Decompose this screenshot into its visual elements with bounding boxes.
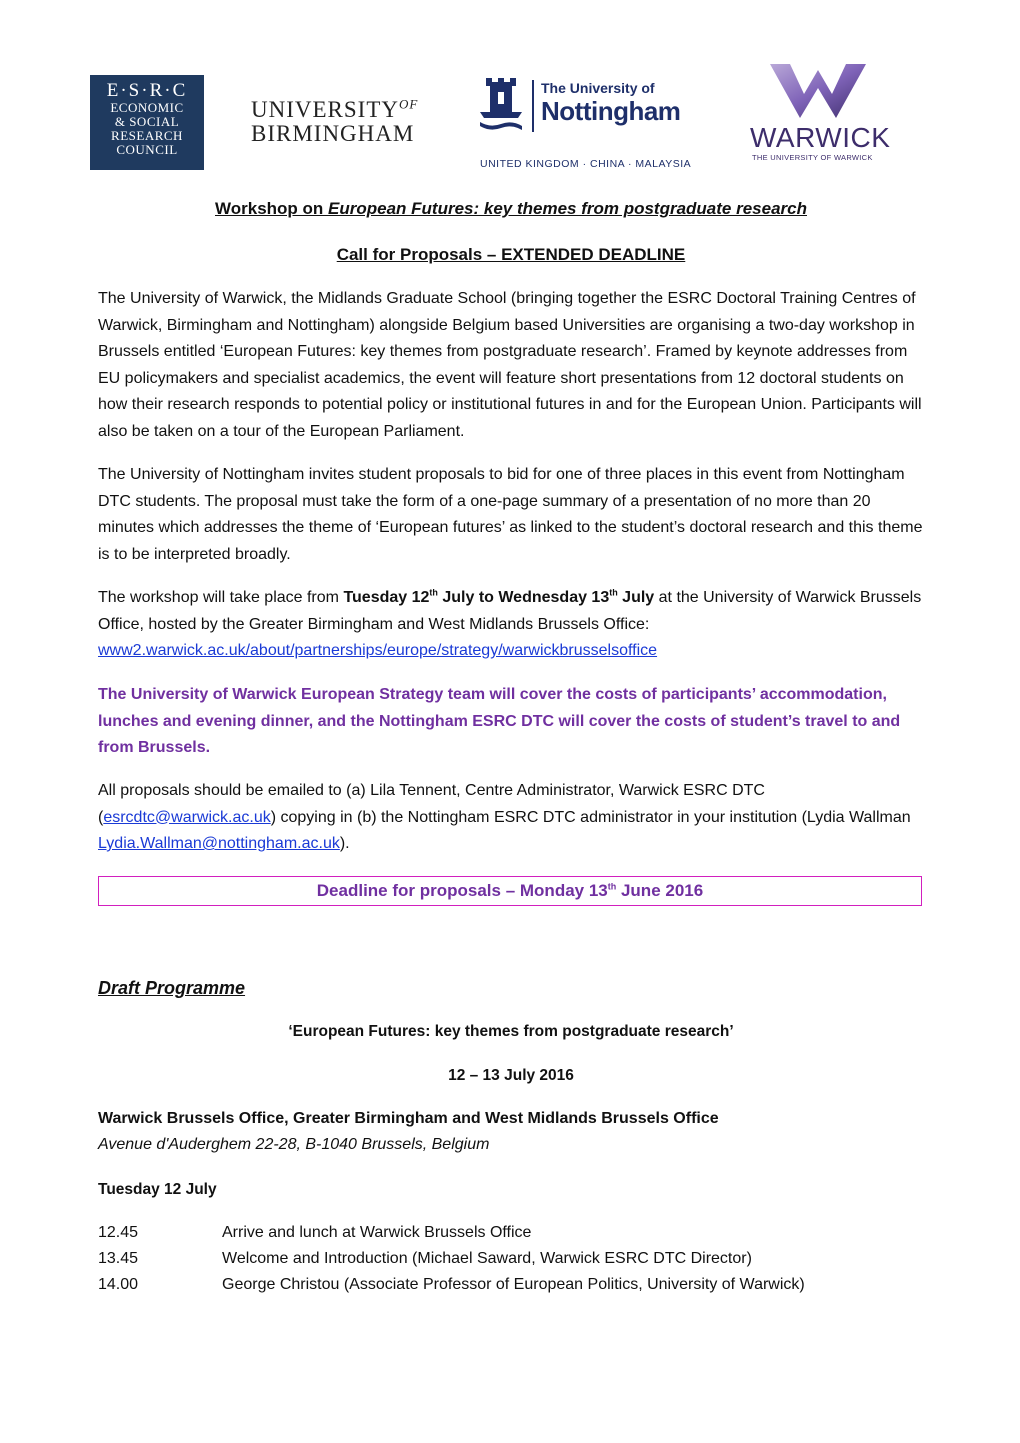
intro-paragraph: The University of Warwick, the Midlands Graduate School (bringing together the ESRC Doctoral Training Centres of Warwick, Birmingham and Nottingham) alongside Belgium based Universities are organising a two-day workshop in Brussels entitled ‘European Futures: key themes from postgraduate research’. Framed by keynote addresses from EU policymakers and specialist academics, the event will feature short presentations from 12 doctoral students on how their research responds to potential policy or institutional futures in and for the European Union. Participants will also be taken on a tour of the European Parliament. bbox=[98, 290, 922, 440]
dates-end-bold: July to Wednesday 13 bbox=[437, 589, 610, 606]
esrcdtc-email-link[interactable]: esrcdtc@warwick.ac.uk bbox=[103, 808, 271, 826]
page-title-prefix: Workshop on bbox=[215, 199, 329, 218]
page-subtitle: Call for Proposals – EXTENDED DEADLINE bbox=[336, 245, 686, 264]
nottingham-logo-the: The University of bbox=[541, 80, 655, 96]
deadline-text: Deadline for proposals – Monday 13 bbox=[316, 881, 608, 900]
warwick-logo-name: WARWICK bbox=[750, 122, 891, 153]
warwick-logo-tagline: THE UNIVERSITY OF WARWICK bbox=[752, 153, 873, 162]
schedule-time: 14.00 bbox=[98, 1276, 139, 1293]
dates-start-sup: th bbox=[429, 587, 438, 598]
nottingham-crest-icon bbox=[478, 78, 524, 134]
schedule-item: Welcome and Introduction (Michael Saward, Warwick ESRC DTC Director) bbox=[222, 1250, 752, 1267]
submission-paragraph bbox=[98, 778, 924, 858]
esrc-logo-line: E·S·R·C bbox=[106, 80, 188, 101]
nottingham-divider bbox=[532, 80, 534, 132]
dates-text: The workshop will take place from bbox=[98, 589, 344, 606]
programme-address: Avenue d'Auderghem 22-28, B-1040 Brussels, Belgium bbox=[98, 1136, 490, 1153]
dates-paragraph bbox=[98, 585, 924, 665]
nottingham-logo-tagline: UNITED KINGDOM · CHINA · MALAYSIA bbox=[480, 158, 692, 170]
dates-end-sup: th bbox=[609, 587, 618, 598]
esrc-logo-line: & SOCIAL bbox=[114, 114, 180, 129]
esrc-logo-line: ECONOMIC bbox=[110, 100, 184, 115]
deadline-box bbox=[98, 876, 922, 906]
programme-venue: Warwick Brussels Office, Greater Birmingham and West Midlands Brussels Office bbox=[98, 1110, 719, 1127]
venue-text: at the University of Warwick Brussels Office, hosted by the Greater Birmingham and West Midlands Brussels Office: bbox=[98, 589, 922, 633]
birmingham-logo bbox=[251, 98, 421, 146]
costs-paragraph: The University of Warwick European Strategy team will cover the costs of participants’ accommodation, lunches and evening dinner, and the Nottingham ESRC DTC will cover the costs of student’s travel to and from Brussels. bbox=[98, 686, 901, 756]
page-title bbox=[98, 196, 924, 223]
invitation-paragraph: The University of Nottingham invites student proposals to bid for one of three places in this event from Nottingham DTC students. The proposal must take the form of a one-page summary of a presentation of no more than 20 minutes which addresses the theme of ‘European futures’ as linked to the student’s doctoral research and this theme is to be interpreted broadly. bbox=[98, 466, 923, 563]
submission-text: All proposals should be emailed to (a) Lila Tennent, Centre Administrator, Warwick ESRC DTC ( bbox=[98, 782, 765, 826]
nottingham-logo-name: Nottingham bbox=[541, 96, 681, 126]
dates-month-bold: July bbox=[617, 589, 655, 606]
birmingham-logo-line1: UNIVERSITY bbox=[251, 97, 399, 122]
schedule-item: George Christou (Associate Professor of European Politics, University of Warwick) bbox=[222, 1276, 805, 1293]
deadline-rest: June 2016 bbox=[616, 881, 704, 900]
submission-text-3: ). bbox=[339, 835, 350, 852]
submission-text-2: ) copying in (b) the Nottingham ESRC DTC administrator in your institution (Lydia Wallman bbox=[270, 808, 911, 826]
programme-event-title: ‘European Futures: key themes from postgraduate research’ bbox=[288, 1023, 734, 1040]
schedule-time: 13.45 bbox=[98, 1250, 139, 1267]
programme-day-heading: Tuesday 12 July bbox=[98, 1181, 217, 1198]
deadline-sup: th bbox=[607, 881, 617, 892]
warwick-brussels-link[interactable]: www2.warwick.ac.uk/about/partnerships/europe/strategy/warwickbrusselsoffice bbox=[98, 642, 658, 659]
lydia-email-link[interactable]: Lydia.Wallman@nottingham.ac.uk bbox=[98, 835, 340, 852]
esrc-logo-line: RESEARCH bbox=[111, 128, 183, 143]
draft-programme-heading: Draft Programme bbox=[98, 978, 246, 998]
schedule-item: Arrive and lunch at Warwick Brussels Office bbox=[222, 1224, 532, 1241]
nottingham-logo bbox=[478, 76, 692, 170]
schedule-time: 12.45 bbox=[98, 1224, 139, 1241]
warwick-chevron-icon bbox=[770, 64, 866, 120]
dates-start-bold: Tuesday 12 bbox=[343, 589, 430, 606]
esrc-logo-line: COUNCIL bbox=[116, 142, 178, 157]
logo-header bbox=[0, 60, 1020, 180]
page-title-emphasis: European Futures: key themes from postgraduate research bbox=[328, 199, 807, 218]
warwick-logo bbox=[744, 64, 894, 164]
esrc-logo bbox=[90, 75, 204, 170]
programme-dates: 12 – 13 July 2016 bbox=[448, 1067, 574, 1084]
birmingham-logo-line2: BIRMINGHAM bbox=[251, 121, 415, 146]
birmingham-logo-of: OF bbox=[399, 96, 419, 112]
